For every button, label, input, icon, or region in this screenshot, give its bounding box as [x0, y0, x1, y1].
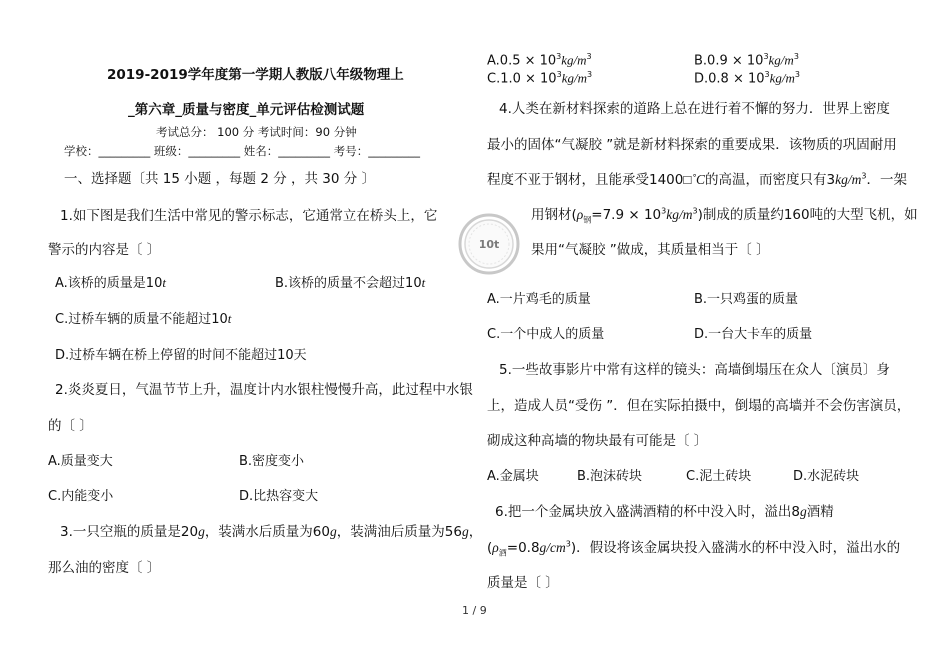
- seal-text: 10t: [478, 238, 500, 251]
- q3-option-c-unit-exp: 3: [586, 70, 593, 79]
- exam-info: 考试总分： 100 分 考试时间：90 分钟: [156, 125, 357, 139]
- q3-line-2: 那么油的密度〔 〕: [48, 560, 161, 576]
- q4-density-exp: 3: [861, 171, 867, 181]
- q5-option-d[interactable]: D.水泥砖块: [793, 469, 860, 484]
- student-fields: 学校：_________ 班级：_________ 姓名：_________ 考号：_________: [64, 144, 420, 158]
- q3-option-a[interactable]: [487, 52, 592, 68]
- q3-unit-2: g: [330, 524, 337, 539]
- q4-line-5: 果用“气凝胶 ”做成，其质量相当于〔 〕: [531, 242, 770, 258]
- title-line-1: 2019-2019学年度第一学期人教版八年级物理上: [107, 67, 404, 83]
- q1-option-a-text: A.该桥的质量是10: [55, 276, 163, 291]
- q3-unit-1: g: [198, 524, 205, 539]
- q6-line-1: [495, 500, 834, 520]
- q2-option-a[interactable]: A.质量变大: [48, 454, 113, 469]
- title-line-2: _第六章_质量与密度_单元评估检测试题: [128, 102, 365, 118]
- q3-option-a-exp: 3: [556, 52, 562, 61]
- section-heading: 一、选择题〔共 15 小题 ，每题 2 分 ，共 30 分 〕: [64, 171, 376, 187]
- q6-line-2-a: (: [487, 540, 493, 556]
- q4-line-3-b: 的高温，而密度只有3: [705, 172, 836, 188]
- q4-rho-sub: 钢: [583, 215, 592, 225]
- q3-option-a-unit: kg/m: [561, 52, 587, 68]
- q5-line-1: 5.一些故事影片中常有这样的镜头：高墙倒塌压在众人〔演员〕身: [499, 362, 890, 378]
- q4-option-c[interactable]: C.一个中成人的质量: [487, 327, 605, 342]
- q4-rho: ρ: [576, 207, 584, 222]
- q3-option-a-text: A.0.5 × 10: [487, 53, 557, 69]
- q1-option-b-unit: t: [421, 275, 426, 290]
- q3-option-d[interactable]: [694, 70, 800, 86]
- q3-option-c[interactable]: [487, 70, 592, 86]
- q3-option-b-unit-exp: 3: [793, 52, 799, 61]
- q6-line-1-a: 6.把一个金属块放入盛满酒精的杯中没入时，溢出8: [495, 504, 800, 520]
- q3-option-c-exp: 3: [556, 70, 562, 79]
- q4-line-4-b: =7.9 × 10: [591, 207, 662, 223]
- q1-option-c-unit: t: [227, 311, 232, 326]
- q1-option-a-unit: t: [162, 275, 166, 290]
- q1-option-b[interactable]: [275, 272, 425, 291]
- q1-option-c[interactable]: [55, 308, 231, 327]
- q3-option-d-unit: kg/m: [769, 70, 795, 86]
- q3-text-d: ，: [468, 524, 483, 540]
- q3-text-c: ，装满油后质量为56: [336, 524, 462, 540]
- q3-option-b-exp: 3: [763, 52, 769, 61]
- q4-option-d[interactable]: D.一台大卡车的质量: [694, 327, 813, 342]
- q1-option-c-text: C.过桥车辆的质量不能超过10: [55, 312, 228, 327]
- q4-line-3-c: ．一架: [866, 172, 907, 188]
- q5-line-3: 砌成这种高墙的物块最有可能是〔 〕: [487, 433, 708, 449]
- q3-option-d-exp: 3: [764, 70, 770, 79]
- q4-line-2: 最小的固体“气凝胶 ”就是新材料探索的重要成果．该物质的巩固耐用: [487, 137, 897, 153]
- q3-text-b: ，装满水后质量为60: [204, 524, 330, 540]
- q6-rho-sub: 酒: [498, 548, 507, 558]
- q5-option-b[interactable]: B.泡沫砖块: [577, 469, 643, 484]
- q2-line-1: 2.炎炎夏日，气温节节上升，温度计内水银柱慢慢升高，此过程中水银: [55, 382, 473, 398]
- q6-density-exp: 3: [565, 539, 571, 549]
- q5-option-a[interactable]: A.金属块: [487, 469, 539, 484]
- q1-option-a[interactable]: [55, 272, 166, 291]
- q1-option-b-text: B.该桥的质量不会超过10: [275, 276, 422, 291]
- q3-option-b-text: B.0.9 × 10: [694, 53, 764, 69]
- q3-line-1: [60, 520, 482, 540]
- q6-line-2-b: =0.8: [506, 540, 540, 556]
- q4-density-unit: kg/m: [835, 172, 862, 187]
- q6-density-unit: g/cm: [539, 540, 566, 555]
- q3-option-b[interactable]: [694, 52, 799, 68]
- q2-option-b[interactable]: B.密度变小: [239, 454, 305, 469]
- q3-option-d-text: D.0.8 × 10: [694, 71, 765, 87]
- q6-rho: ρ: [492, 540, 499, 555]
- q3-option-b-unit: kg/m: [768, 52, 794, 68]
- q2-option-d[interactable]: D.比热容变大: [239, 489, 319, 504]
- q4-option-b[interactable]: B.一只鸡蛋的质量: [694, 292, 799, 307]
- q1-option-d[interactable]: D.过桥车辆在桥上停留的时间不能超过10天: [55, 348, 307, 363]
- q6-line-2-c: )．假设将该金属块投入盛满水的杯中没入时，溢出水的: [570, 540, 901, 556]
- q3-option-a-unit-exp: 3: [586, 52, 592, 61]
- q3-option-d-unit-exp: 3: [794, 70, 800, 79]
- q2-option-c[interactable]: C.内能变小: [48, 489, 114, 504]
- q4-option-a[interactable]: A.一片鸡毛的质量: [487, 292, 591, 307]
- q4-line-1: 4.人类在新材料探索的道路上总在进行着不懈的努力．世界上密度: [499, 101, 890, 117]
- q4-steel-exp: 3: [661, 206, 667, 216]
- q4-line-3: [487, 168, 907, 188]
- q3-option-c-text: C.1.0 × 10: [487, 71, 557, 87]
- q2-line-2: 的〔 〕: [48, 418, 93, 434]
- q6-gram-unit: g: [799, 504, 807, 519]
- q5-option-c[interactable]: C.泥土砖块: [686, 469, 752, 484]
- q4-steel-unit-exp: 3: [692, 206, 698, 216]
- q6-line-1-b: 酒精: [806, 504, 834, 520]
- weight-limit-sign-icon: [458, 213, 520, 275]
- q6-line-2: [487, 536, 900, 559]
- q4-line-4-c: )制成的质量约160吨的大型飞机，如: [697, 207, 918, 223]
- q4-line-4-a: 用钢材(: [531, 207, 577, 223]
- q4-steel-unit: kg/m: [666, 207, 693, 222]
- q1-line-2: 警示的内容是〔 〕: [48, 242, 161, 258]
- q4-degree-symbol: □˚C: [683, 172, 706, 187]
- q3-unit-3: g: [461, 524, 469, 539]
- q6-line-3: 质量是〔 〕: [487, 575, 559, 591]
- q4-line-3-a: 程度不亚于钢材，且能承受1400: [487, 172, 684, 188]
- q3-option-c-unit: kg/m: [561, 70, 587, 86]
- q4-line-4: [531, 203, 918, 226]
- q1-line-1: 1.如下图是我们生活中常见的警示标志，它通常立在桥头上，它: [60, 208, 438, 224]
- page-number: 1 / 9: [462, 604, 487, 617]
- q5-line-2: 上，造成人员“受伤 ”．但在实际拍摄中，倒塌的高墙并不会伤害演员，: [487, 398, 911, 414]
- q3-text-a: 3.一只空瓶的质量是20: [60, 524, 199, 540]
